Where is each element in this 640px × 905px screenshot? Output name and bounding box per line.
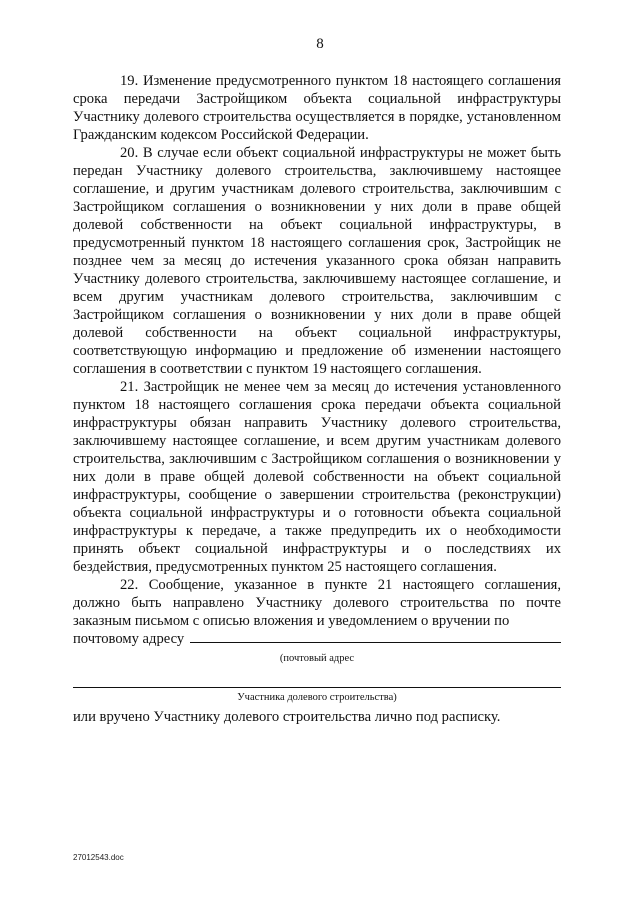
paragraph-21: 21. Застройщик не менее чем за месяц до истечения установленного пунктом 18 настоящего соглашения срока передачи объекта социальной инфраструктуры обязан направить Участнику долевого строительства, заключившему настоящее соглашение, и всем другим участникам долевого строительства, заключившим с Застройщиком соглашения о возникновении у них доли в праве общей долевой собственности на объект социальной инфраструктуры, сообщение о завершении строительства (реконструкции) объекта социальной инфраструктуры и о готовности объекта социальной инфраструктуры к передаче, а также предупредить их о необходимости принять объект социальной инфраструктуры и о последствиях их бездействия, предусмотренных пунктом 25 настоящего соглашения. <box>73 379 561 575</box>
address-blank-field <box>190 630 561 643</box>
address-caption: (почтовый адрес <box>279 653 355 664</box>
paragraph-22: 22. Сообщение, указанное в пункте 21 настоящего соглашения, должно быть направлено Участнику долевого строительства по почте заказным письмом с описью вложения и уведомлением о вручении по <box>73 577 561 629</box>
file-name-footer: 27012543.doc <box>73 853 124 862</box>
address-line <box>73 630 561 648</box>
document-body <box>73 72 561 726</box>
paragraph-20: 20. В случае если объект социальной инфраструктуры не может быть передан Участнику долевого строительства, заключившему настоящее соглашение, и другим участникам долевого строительства, заключившим с Застройщиком соглашения о возникновении у них доли в праве общей долевой собственности на объект социальной инфраструктуры, в предусмотренный пунктом 18 настоящего соглашения срок, Застройщик не позднее чем за месяц до истечения указанного срока обязан направить Участнику долевого строительства, заключившему настоящее соглашение, и всем другим участникам долевого строительства, заключившим с Застройщиком соглашения о возникновении у них доли в праве общей долевой собственности на объект социальной инфраструктуры, соответствующую информацию и предложение об изменении настоящего соглашения в соответствии с пунктом 19 настоящего соглашения. <box>73 145 561 377</box>
paragraph-19: 19. Изменение предусмотренного пунктом 18 настоящего соглашения срока передачи Застройщиком объекта социальной инфраструктуры Участнику долевого строительства осуществляется в порядке, установленном Гражданским кодексом Российской Федерации. <box>73 73 561 143</box>
address-prefix: почтовому адресу <box>73 631 185 647</box>
page-number: 8 <box>316 36 324 52</box>
closing-line: или вручено Участнику долевого строительства лично под расписку. <box>73 709 501 725</box>
participant-blank-field <box>73 687 561 688</box>
participant-caption: Участника долевого строительства) <box>237 692 397 703</box>
